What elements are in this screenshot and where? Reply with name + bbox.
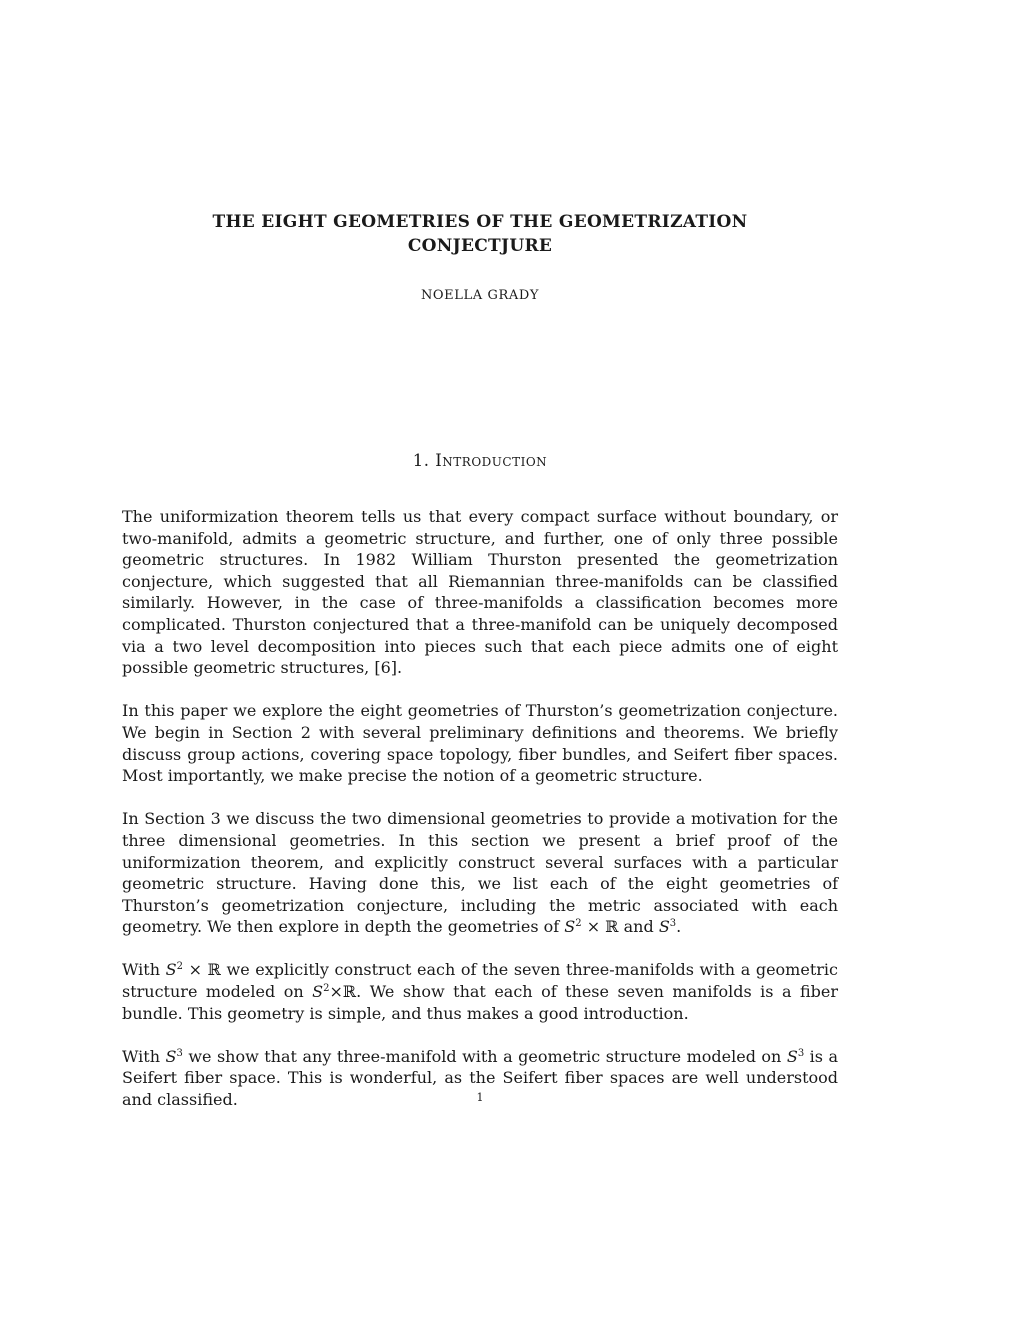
math-S: S (786, 1046, 798, 1066)
title-line-1: THE EIGHT GEOMETRIES OF THE GEOMETRIZATION (212, 212, 748, 232)
math-period: . (676, 917, 682, 937)
math-times: × (188, 960, 202, 980)
paragraph-1: The uniformization theorem tells us that every compact surface without boundary, or two-manifold, admits a geometric structure, and further, one of only three possible geometric structures. In 1982 William Thurston presented the geometrization conjecture, which suggested that all Riemannian three-manifolds can be classified similarly. However, in the case of three-manifolds a classification becomes more complicated. Thurston conjectured that a three-manifold can be uniquely decomposed via a two level decomposition into pieces such that each piece admits one of eight possible geometric structures, [6]. (122, 507, 838, 678)
paragraph-3-text: In Section 3 we discuss the two dimensional geometries to provide a motivation for the three dimensional geometries. In this section we present a brief proof of the uniformization theorem, and explicitly construct several surfaces with a particular geometric structure. Having done this, we list each of the eight geometries of Thurston’s geometrization conjecture, including the metric associated with each geometry. We then explore in depth the geometries of (122, 809, 838, 937)
math-reals: ℝ (605, 917, 619, 937)
body-text (122, 506, 838, 1111)
author-name: NOELLA GRADY (420, 288, 540, 303)
section-heading-introduction: 1. Introduction (412, 451, 548, 470)
math-and: and (623, 917, 654, 937)
paragraph-2: In this paper we explore the eight geometries of Thurston’s geometrization conjecture. We begin in Section 2 with several preliminary definitions and theorems. We briefly discuss group actions, covering space topology, fiber bundles, and Seifert fiber spaces. Most importantly, we make precise the notion of a geometric structure. (122, 701, 838, 786)
math-times: × (586, 917, 601, 937)
paragraph-4-part-b: we explicitly construct each of the seven three-manifolds with a geometric structure modeled on (122, 960, 838, 1002)
paragraph-4-part-a: With (122, 960, 161, 980)
paragraph-5-part-b: we show that any three-manifold with a geometric structure modeled on (188, 1046, 782, 1066)
paragraph-3 (122, 808, 838, 938)
paragraph-4 (122, 959, 838, 1024)
title-line-2: CONJECTJURE (407, 236, 553, 256)
math-S: S (165, 1046, 177, 1066)
math-S: S (165, 960, 177, 980)
math-exponent: 3 (176, 1047, 183, 1059)
paper-title (122, 210, 838, 258)
math-times: × (329, 982, 343, 1002)
math-S: S (658, 917, 670, 937)
math-reals: ℝ (207, 960, 221, 980)
math-exponent: 3 (669, 918, 677, 930)
paragraph-4-part-c: . We show that each of these seven manifolds is a fiber bundle. This geometry is simple, and thus makes a good introduction. (122, 982, 839, 1023)
math-S: S (564, 917, 576, 937)
page-number: 1 (476, 1091, 484, 1104)
math-exponent: 2 (323, 983, 330, 995)
paragraph-5-part-c: is a Seifert fiber space. This is wonderful, as the Seifert fiber spaces are well understood and classified. (122, 1046, 839, 1110)
math-S: S (312, 982, 324, 1002)
math-exponent: 2 (575, 918, 582, 930)
paragraph-5-part-a: With (122, 1046, 161, 1066)
math-exponent: 3 (797, 1047, 805, 1059)
math-reals: ℝ (342, 982, 357, 1002)
math-exponent: 2 (176, 961, 183, 973)
